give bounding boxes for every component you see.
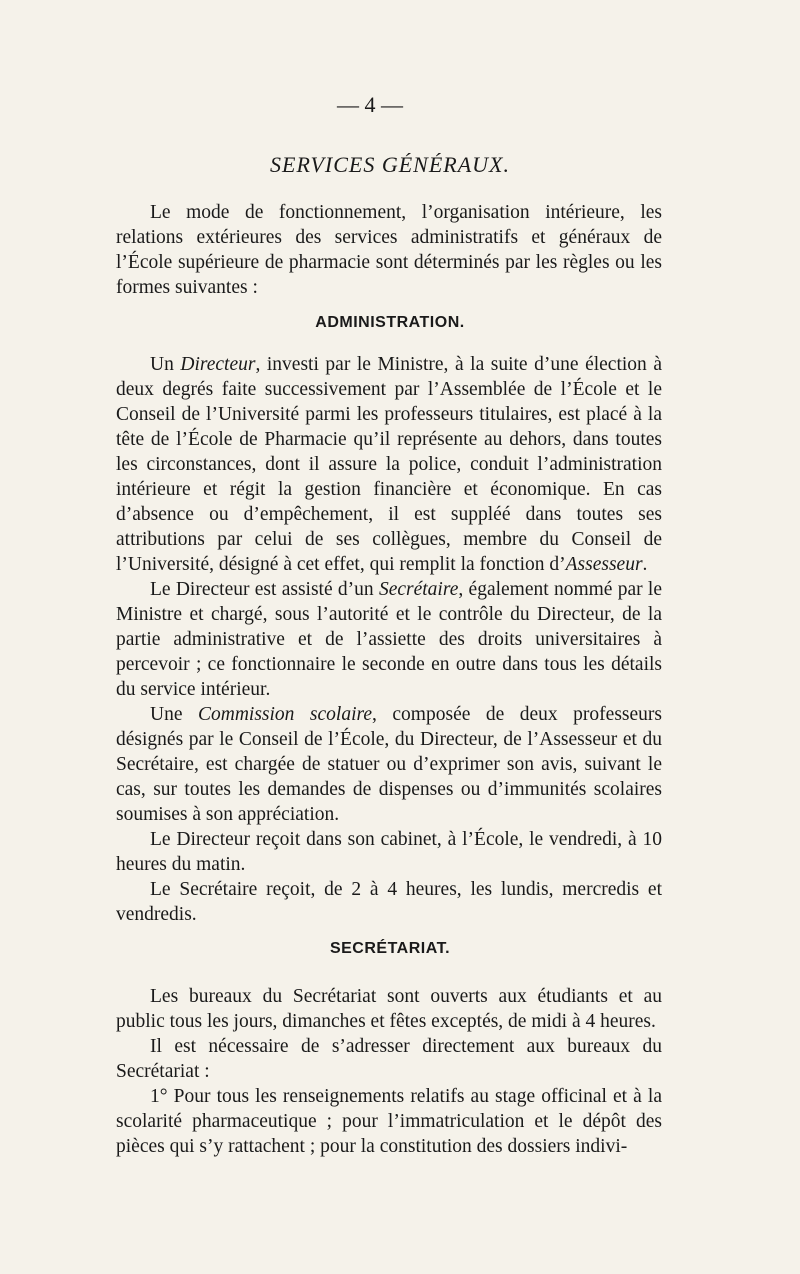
secretariat-paragraph-2: Il est nécessaire de s’adresser directement aux bureaux du Secrétariat :: [116, 1036, 662, 1082]
secretariat-paragraph-3: 1° Pour tous les renseignements relatifs au stage officinal et à la scolarité pharmaceutique ; pour l’immatriculation et le dépôt des pièces qui s’y rattachent ; pour la constitution des dossiers indivi-: [116, 1086, 662, 1157]
page-title: SERVICES GÉNÉRAUX.: [270, 152, 510, 177]
secretariat-heading: SECRÉTARIAT.: [329, 940, 451, 957]
intro-paragraph: [116, 200, 662, 300]
administration-paragraph-3: Une Commission scolaire, composée de deux professeurs désignés par le Conseil de l’École, du Directeur, de l’Assesseur et du Secrétaire, est chargée de statuer ou d’exprimer son avis, suivant le cas, sur toutes les demandes de dispenses ou d’immunités scolaires soumises à son appréciation.: [116, 704, 662, 825]
administration-paragraph-4: Le Directeur reçoit dans son cabinet, à l’École, le vendredi, à 10 heures du matin.: [116, 829, 662, 875]
administration-section: [116, 352, 662, 927]
administration-paragraph-5: Le Secrétaire reçoit, de 2 à 4 heures, les lundis, mercredis et vendredis.: [116, 879, 662, 925]
administration-paragraph-1: Un Directeur, investi par le Ministre, à la suite d’une élection à deux degrés faite successivement par l’Assemblée de l’École et le Conseil de l’Université parmi les professeurs titulaires, est placé à la tête de l’École de Pharmacie qu’il représente au dehors, dans toutes les circonstances, dont il assure la police, conduit l’administration intérieure et régit la gestion financière et économique. En cas d’absence ou d’empêchement, il est suppléé dans toutes ses attributions par celui de ses collègues, membre du Conseil de l’Université, désigné à cet effet, qui remplit la fonction d’Assesseur.: [116, 354, 662, 575]
secretariat-paragraph-1: Les bureaux du Secrétariat sont ouverts aux étudiants et au public tous les jours, dimanches et fêtes exceptés, de midi à 4 heures.: [116, 986, 662, 1032]
administration-paragraph-2: Le Directeur est assisté d’un Secrétaire, également nommé par le Ministre et chargé, sous l’autorité et le contrôle du Directeur, de la partie administrative et de l’assiette des droits universitaires à percevoir ; ce fonctionnaire le seconde en outre dans tous les détails du service intérieur.: [116, 579, 662, 700]
secretariat-section: [116, 984, 662, 1159]
page-number: — 4 —: [337, 92, 403, 117]
administration-heading: ADMINISTRATION.: [315, 314, 465, 331]
intro-text: Le mode de fonctionnement, l’organisation intérieure, les relations extérieures des services administratifs et généraux de l’École supérieure de pharmacie sont déterminés par les règles ou les formes suivantes :: [116, 202, 662, 298]
